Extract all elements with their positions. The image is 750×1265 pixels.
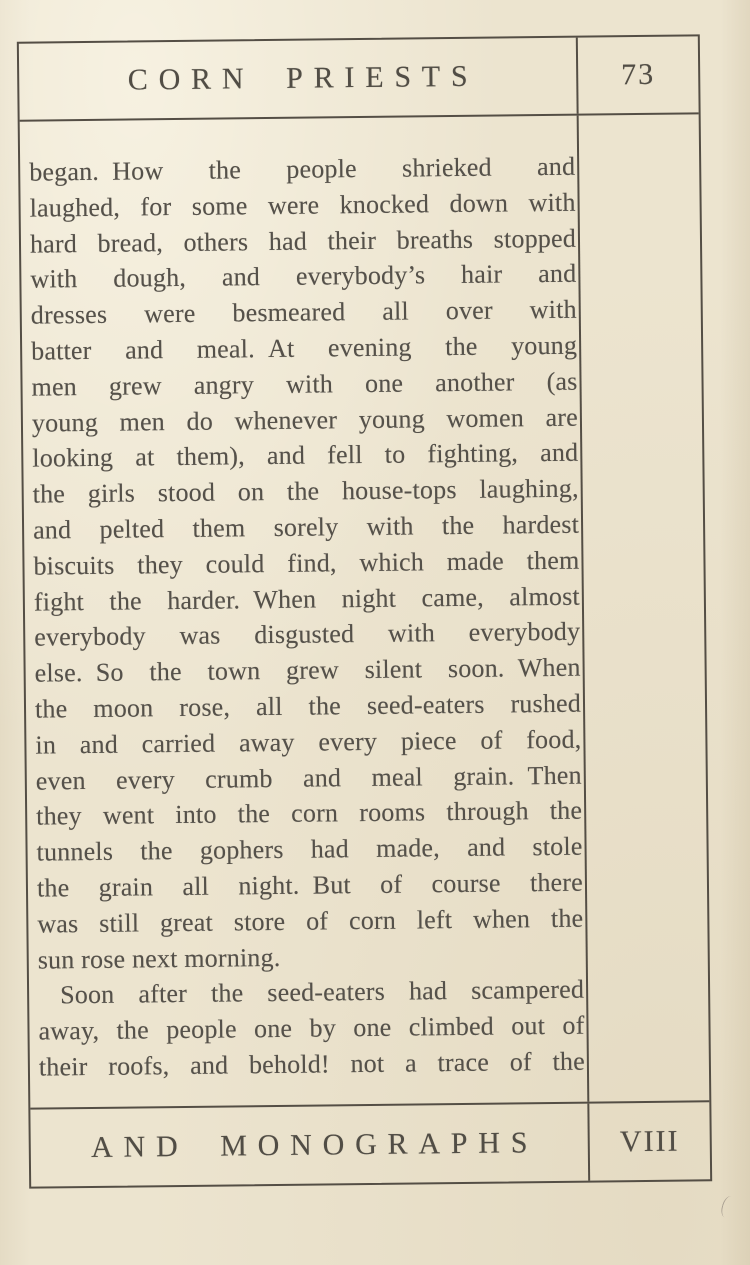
text-column (20, 116, 590, 1108)
text-line: began. How the people shrieked and (29, 151, 576, 187)
footer-volume-cell (589, 1102, 710, 1180)
text-line: the moon rose, all the seed-eaters rushed (34, 688, 582, 724)
text-line: dresses were besmeared all over with (30, 294, 577, 330)
page-number: 73 (621, 57, 656, 92)
header-title-cell (19, 38, 579, 120)
page-footer (30, 1100, 710, 1186)
text-line-paragraph-end: sun rose next morning. (37, 942, 281, 975)
text-line: they went into the corn rooms through the (36, 796, 583, 831)
text-line: was still great store of corn left when the (37, 903, 584, 939)
text-line: away, the people one by one climbed out of (38, 1010, 585, 1046)
volume-number: VIII (619, 1124, 680, 1158)
text-line: even every crumb and meal grain. Then (35, 760, 582, 796)
text-line: in and carried away every piece of food, (35, 724, 582, 760)
page-body (20, 114, 710, 1107)
footer-title-cell (30, 1104, 590, 1187)
header-folio-cell (578, 36, 699, 113)
page-frame (17, 34, 712, 1188)
text-line: their roofs, and behold! not a trace of the (38, 1046, 586, 1082)
text-line-paragraph-start: Soon after the seed-eaters had scampered (59, 974, 585, 1010)
text-line: tunnels the gophers had made, and stole (36, 831, 583, 867)
text-line: the girls stood on the house-tops laughing, (32, 473, 579, 509)
running-footer-title: AND MONOGRAPHS (90, 1125, 539, 1164)
pen-mark-icon (719, 1195, 738, 1220)
page-title: CORN PRIESTS (127, 59, 479, 97)
text-line: the grain all night. But of course there (36, 867, 584, 903)
text-line: biscuits they could find, which made them (33, 545, 580, 581)
text-line: and pelted them sorely with the hardest (32, 509, 580, 545)
text-line: hard bread, others had their breaths stopped (29, 223, 577, 259)
page-header (19, 36, 699, 121)
text-line: with dough, and everybody’s hair and (30, 259, 577, 294)
text-line: everybody was disgusted with everybody (34, 617, 581, 652)
text-line: else. So the town grew silent soon. When (34, 652, 581, 688)
text-line: laughed, for some were knocked down with (29, 187, 576, 223)
text-line: looking at them), and fell to fighting, and (32, 438, 579, 473)
margin-column (579, 114, 710, 1101)
text-line: young men do whenever young women are (31, 402, 579, 438)
text-line: men grew angry with one another (as (31, 366, 578, 402)
text-line: fight the harder. When night came, almost (33, 581, 580, 617)
text-line: batter and meal. At evening the young (31, 330, 578, 366)
